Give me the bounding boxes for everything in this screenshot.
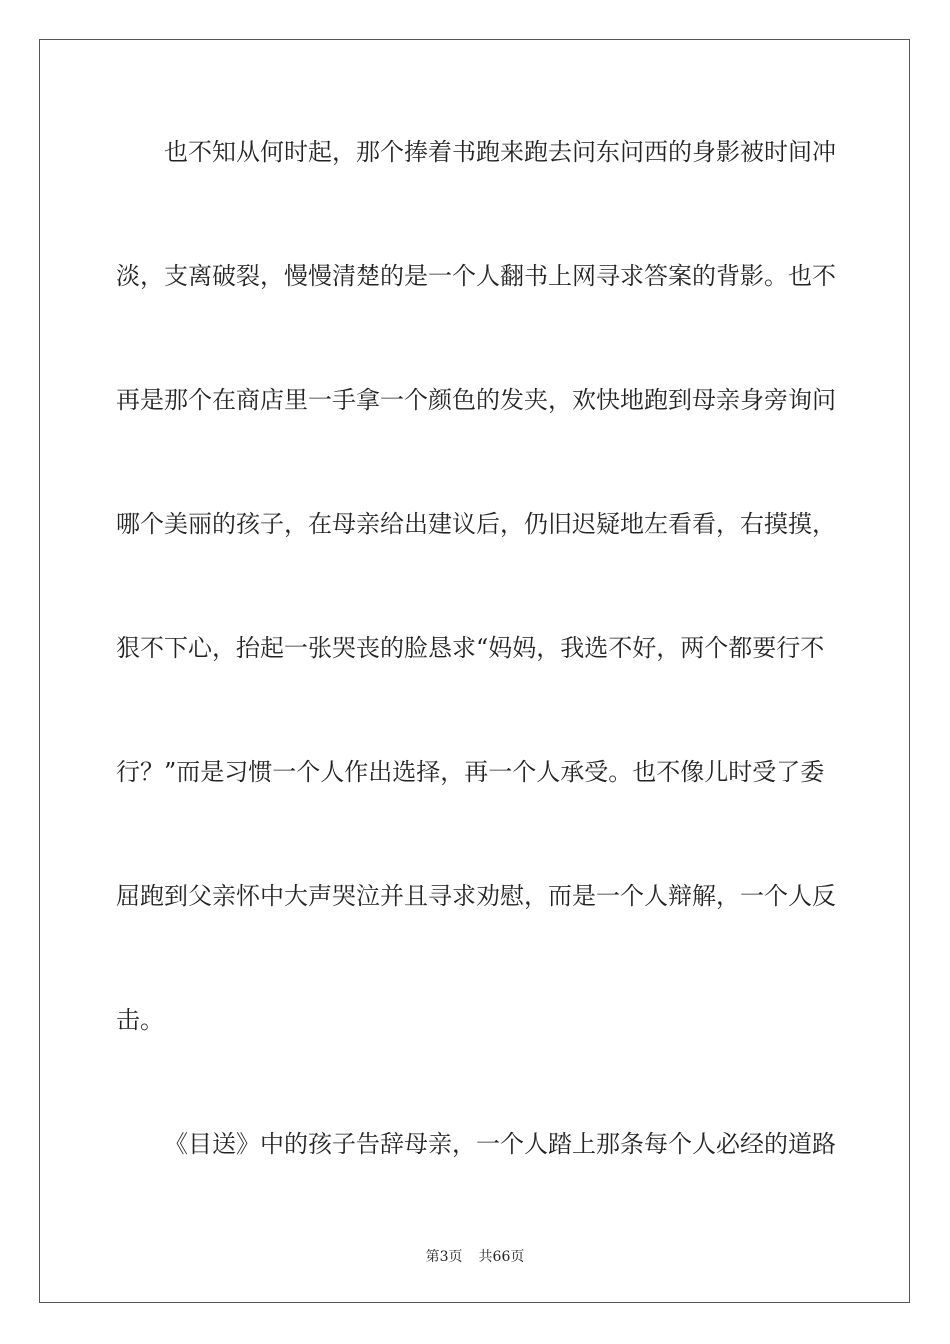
paragraph-2-line-1: 《目送》中的孩子告辞母亲，一个人踏上那条每个人必经的道路: [164, 1130, 836, 1158]
page-footer: [0, 1248, 950, 1266]
paragraph-1-line-7: 屈跑到父亲怀中大声哭泣并且寻求劝慰，而是一个人辩解，一个人反: [116, 882, 836, 910]
paragraph-1-line-3: 再是那个在商店里一手拿一个颜色的发夹，欢快地跑到母亲身旁询问: [116, 386, 836, 414]
paragraph-1-line-8: 击。: [116, 1006, 164, 1034]
paragraph-1-line-1: 也不知从何时起，那个捧着书跑来跑去问东问西的身影被时间冲: [164, 138, 836, 166]
paragraph-1-line-6: 行？”而是习惯一个人作出选择，再一个人承受。也不像儿时受了委: [116, 758, 825, 786]
page-number: 第3页: [425, 1249, 463, 1265]
page-border: [39, 39, 910, 1303]
total-pages: 共66页: [478, 1249, 525, 1265]
paragraph-1-line-5: 狠不下心，抬起一张哭丧的脸恳求“妈妈，我选不好，两个都要行不: [116, 634, 825, 662]
paragraph-1-line-4: 哪个美丽的孩子，在母亲给出建议后，仍旧迟疑地左看看，右摸摸，: [116, 510, 836, 538]
paragraph-1-line-2: 淡，支离破裂，慢慢清楚的是一个人翻书上网寻求答案的背影。也不: [116, 262, 836, 290]
